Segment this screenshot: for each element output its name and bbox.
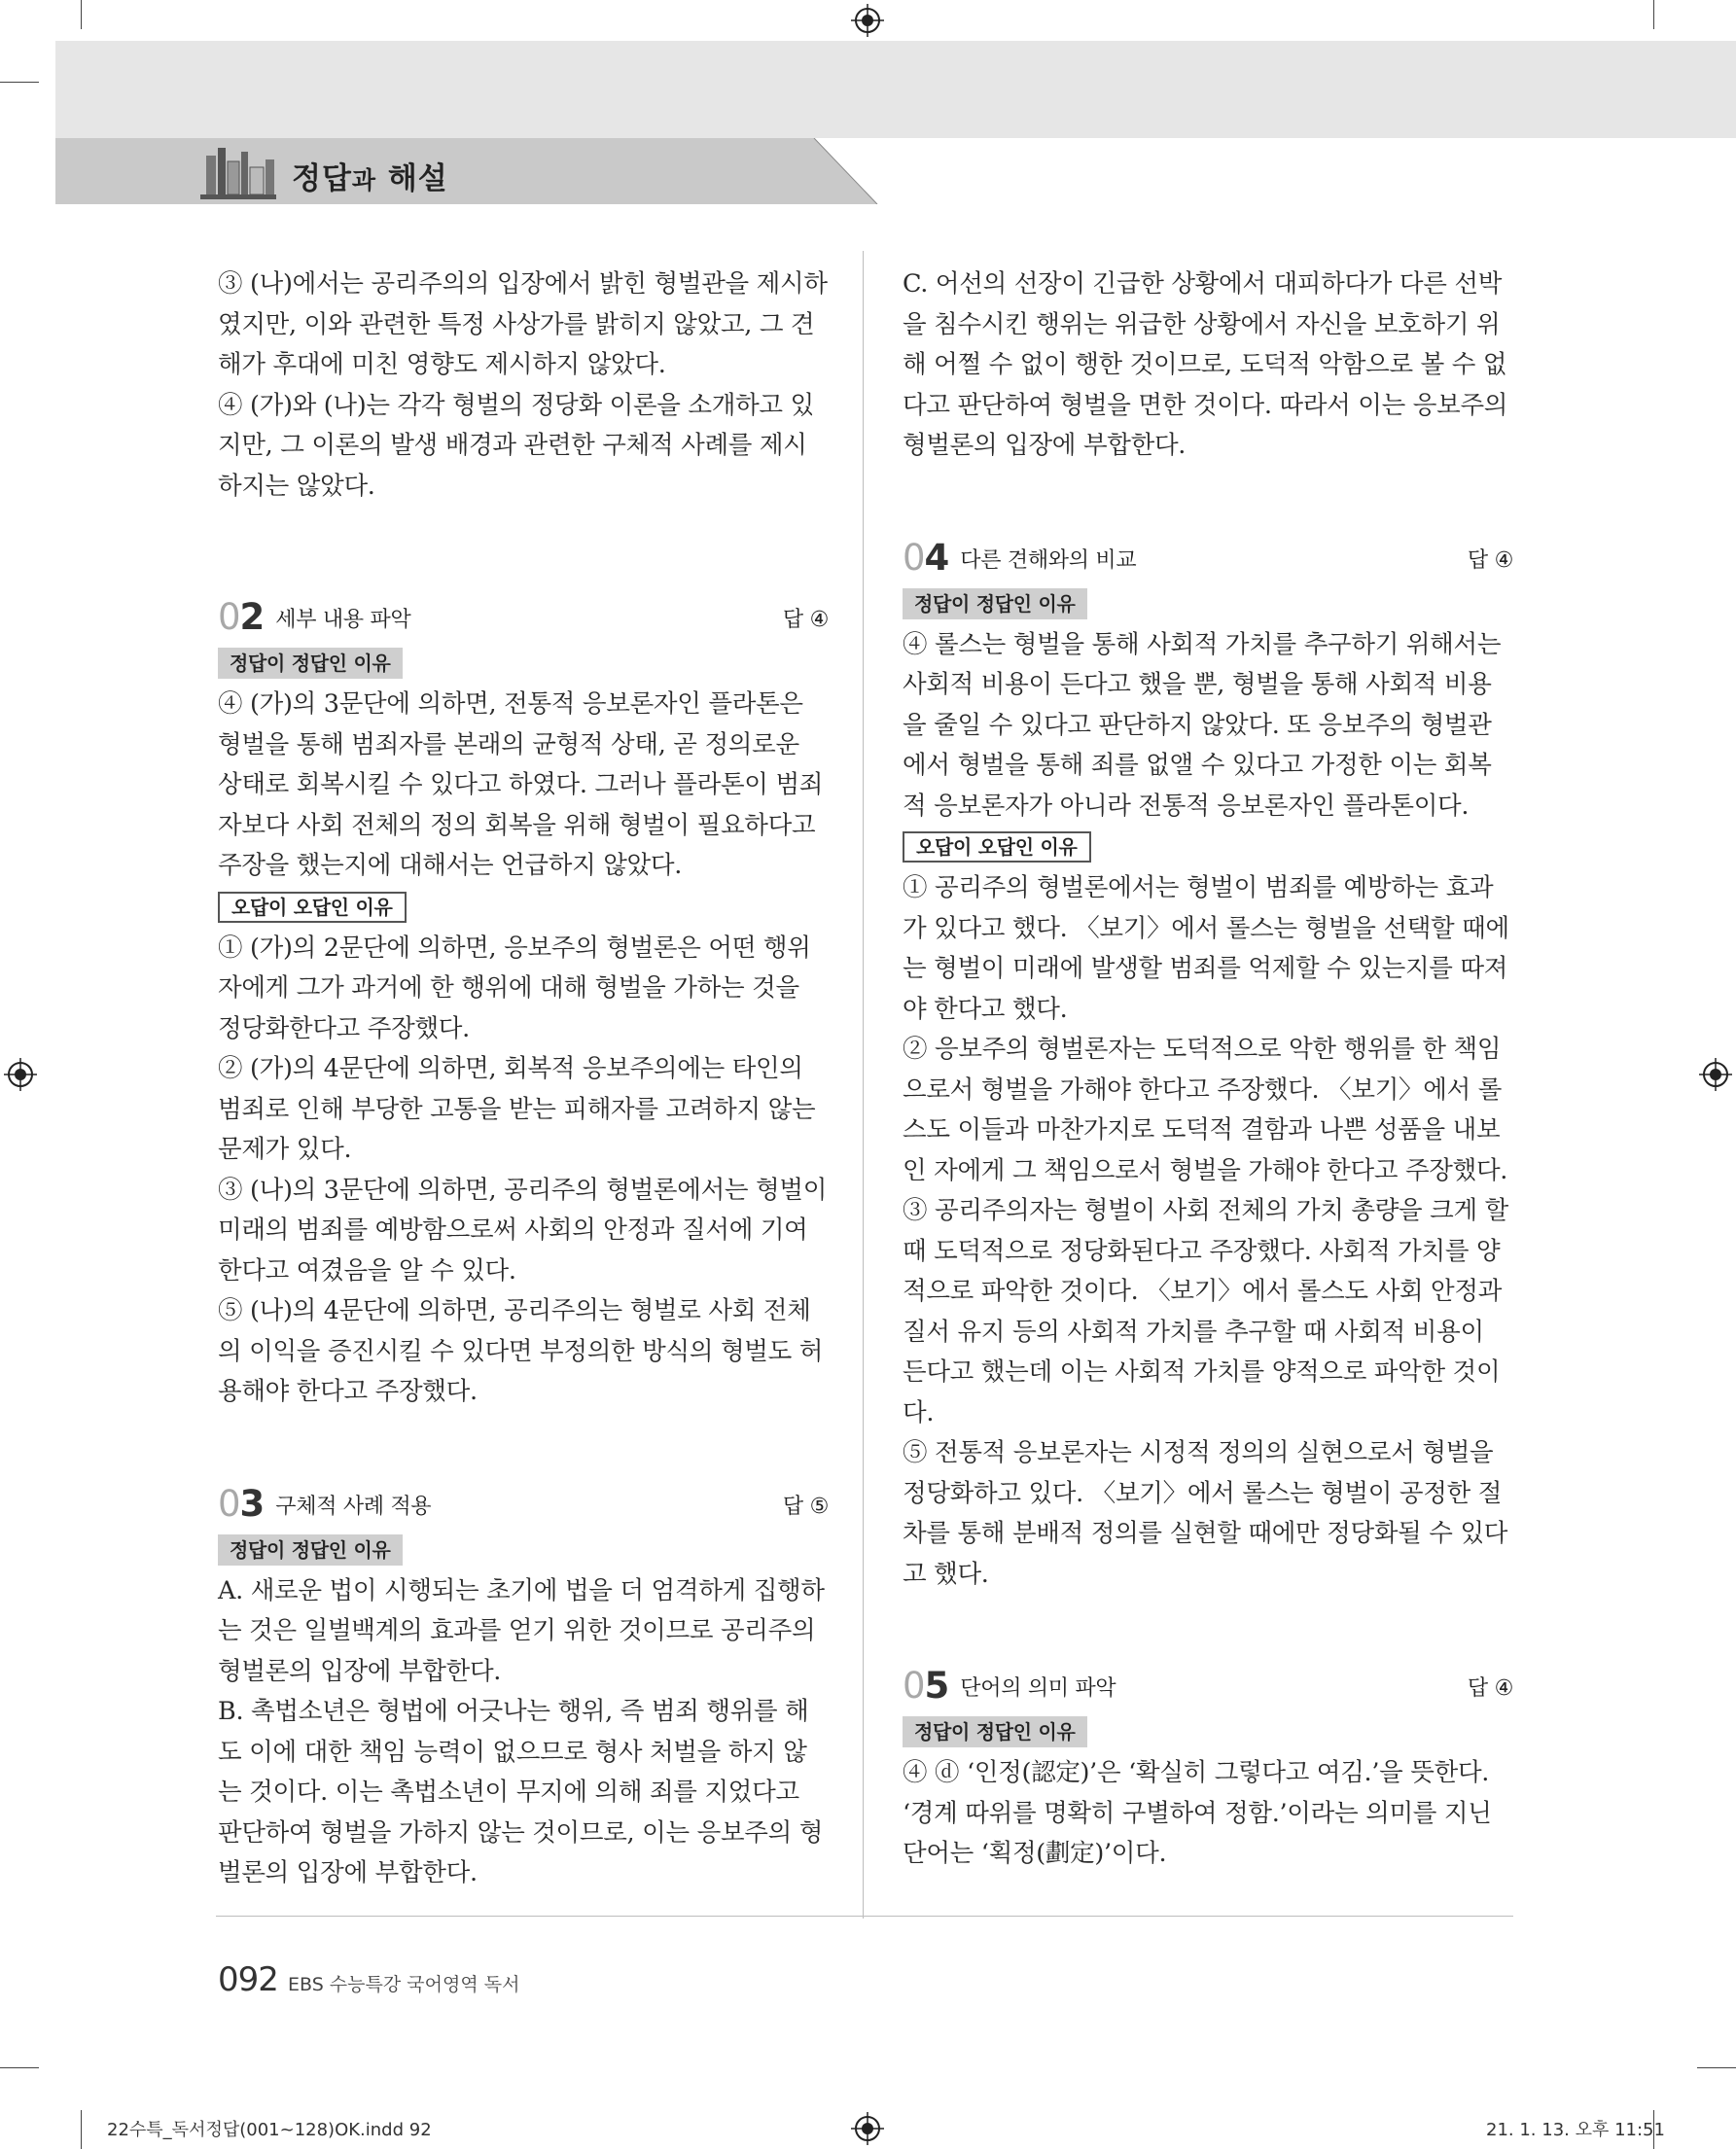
question-number: 04 bbox=[903, 536, 949, 579]
explanation-paragraph: ④ ⓓ ‘인정(認定)’은 ‘확실히 그렇다고 여김.’을 뜻한다. ‘경계 따위를 명확히 구별하여 정함.’이라는 의미를 지닌 단어는 ‘획정(劃定)’이다. bbox=[903, 1758, 1492, 1868]
print-slug-date: 21. 1. 13. 오후 11:51 bbox=[1486, 2120, 1665, 2140]
column-divider bbox=[863, 251, 864, 1919]
question-type: 구체적 사례 적용 bbox=[275, 1494, 432, 1519]
explanation-paragraph: A. 새로운 법이 시행되는 초기에 법을 더 엄격하게 집행하는 것은 일벌백계의 효과를 얻기 위한 것이므로 공리주의 형벌론의 입장에 부합한다. bbox=[218, 1575, 825, 1686]
page-number: 092 bbox=[218, 1960, 278, 1999]
answer-label: 답 ④ bbox=[1467, 1676, 1513, 1701]
question-header-02 bbox=[218, 590, 829, 637]
registration-mark-icon bbox=[851, 4, 884, 37]
wrong-reason-tag: 오답이 오답인 이유 bbox=[903, 831, 1091, 863]
crop-mark bbox=[81, 0, 82, 29]
correct-reason-tag: 정답이 정답인 이유 bbox=[903, 588, 1087, 619]
explanation-paragraph: C. 어선의 선장이 긴급한 상황에서 대피하다가 다른 선박을 침수시킨 행위는 위급한 상황에서 자신을 보호하기 위해 어쩔 수 없이 행한 것이므로, 도덕적 악함으로 볼 수 없다고 판단하여 형벌을 면한 것이다. 따라서 이는 응보주의 형벌론의 입장에 부합한다. bbox=[903, 269, 1508, 460]
explanation-paragraph: B. 촉법소년은 형법에 어긋나는 행위, 즉 범죄 행위를 해도 이에 대한 책임 능력이 없으므로 형사 처벌을 하지 않는 것이다. 이는 촉법소년이 무지에 의해 죄를 지었다고 판단하여 형벌을 가하지 않는 것이므로, 이는 응보주의 형벌론의 입장에 부합한다. bbox=[218, 1697, 824, 1887]
crop-mark bbox=[1653, 0, 1654, 29]
explanation-paragraph: ④ (가)의 3문단에 의하면, 전통적 응보론자인 플라톤은 형벌을 통해 범죄자를 본래의 균형적 상태, 곧 정의로운 상태로 회복시킬 수 있다고 하였다. 그러나 플라톤이 범죄자보다 사회 전체의 정의 회복을 위해 형벌이 필요하다고 주장을 했는지에 대해서는 언급하지 않았다. bbox=[218, 689, 824, 880]
book-title: EBS 수능특강 국어영역 독서 bbox=[288, 1974, 520, 1995]
correct-reason-tag: 정답이 정답인 이유 bbox=[903, 1716, 1087, 1747]
header-band bbox=[55, 41, 1736, 138]
bookshelf-icon bbox=[198, 140, 280, 202]
question-type: 세부 내용 파악 bbox=[275, 608, 411, 632]
question-type: 다른 견해와의 비교 bbox=[960, 547, 1137, 573]
answer-label: 답 ⑤ bbox=[782, 1494, 829, 1519]
crop-mark bbox=[0, 2067, 39, 2068]
question-header-03 bbox=[218, 1477, 829, 1524]
question-header-04 bbox=[903, 531, 1513, 578]
question-header-05 bbox=[903, 1659, 1513, 1706]
explanation-paragraph: ③ (나)의 3문단에 의하면, 공리주의 형벌론에서는 형벌이 미래의 범죄를 예방함으로써 사회의 안정과 질서에 기여한다고 여겼음을 알 수 있다. bbox=[218, 1175, 828, 1286]
answer-label: 답 ④ bbox=[1467, 547, 1513, 573]
correct-reason-tag: 정답이 정답인 이유 bbox=[218, 1534, 403, 1566]
explanation-paragraph: ② (가)의 4문단에 의하면, 회복적 응보주의에는 타인의 범죄로 인해 부당한 고통을 받는 피해자를 고려하지 않는 문제가 있다. bbox=[218, 1054, 816, 1164]
wrong-reason-tag: 오답이 오답인 이유 bbox=[218, 892, 407, 923]
explanation-paragraph: ⑤ 전통적 응보론자는 시정적 정의의 실현으로서 형벌을 정당화하고 있다. 〈보기〉에서 롤스는 형벌이 공정한 절차를 통해 분배적 정의를 실현할 때에만 정당화될 수 있다고 했다. bbox=[903, 1438, 1508, 1589]
question-number: 03 bbox=[218, 1482, 265, 1525]
explanation-paragraph: ① (가)의 2문단에 의하면, 응보주의 형벌론은 어떤 행위자에게 그가 과거에 한 행위에 대해 형벌을 가하는 것을 정당화한다고 주장했다. bbox=[218, 933, 811, 1043]
explanation-paragraph: ④ (가)와 (나)는 각각 형벌의 정당화 이론을 소개하고 있지만, 그 이론의 발생 배경과 관련한 구체적 사례를 제시하지는 않았다. bbox=[218, 390, 814, 501]
page-header-title: 정답과 해설 bbox=[292, 161, 448, 196]
registration-mark-icon bbox=[1699, 1058, 1732, 1091]
question-number: 05 bbox=[903, 1665, 949, 1707]
right-column bbox=[903, 264, 1513, 1875]
footer-rule bbox=[216, 1916, 1513, 1917]
registration-mark-icon bbox=[4, 1058, 37, 1091]
print-slug-file: 22수특_독서정답(001~128)OK.indd 92 bbox=[107, 2120, 432, 2140]
explanation-paragraph: ③ (나)에서는 공리주의의 입장에서 밝힌 형벌관을 제시하였지만, 이와 관련한 특정 사상가를 밝히지 않았고, 그 견해가 후대에 미친 영향도 제시하지 않았다. bbox=[218, 269, 828, 379]
explanation-paragraph: ⑤ (나)의 4문단에 의하면, 공리주의는 형벌로 사회 전체의 이익을 증진시킬 수 있다면 부정의한 방식의 형벌도 허용해야 한다고 주장했다. bbox=[218, 1296, 824, 1406]
explanation-paragraph: ③ 공리주의자는 형벌이 사회 전체의 가치 총량을 크게 할 때 도덕적으로 정당화된다고 주장했다. 사회적 가치를 양적으로 파악한 것이다. 〈보기〉에서 롤스도 사회 안정과 질서 유지 등의 사회적 가치를 추구할 때 사회적 비용이 든다고 했는데 이는 사회적 가치를 양적으로 파악한 것이다. bbox=[903, 1196, 1508, 1427]
crop-mark bbox=[1697, 2067, 1736, 2068]
registration-mark-icon bbox=[851, 2112, 884, 2145]
explanation-paragraph: ① 공리주의 형벌론에서는 형벌이 범죄를 예방하는 효과가 있다고 했다. 〈보기〉에서 롤스는 형벌을 선택할 때에는 형벌이 미래에 발생할 범죄를 억제할 수 있는지를 따져야 한다고 했다. bbox=[903, 873, 1509, 1024]
crop-mark bbox=[81, 2110, 82, 2149]
crop-mark bbox=[0, 82, 39, 83]
question-type: 단어의 의미 파악 bbox=[960, 1676, 1116, 1701]
answer-label: 답 ④ bbox=[782, 608, 829, 632]
correct-reason-tag: 정답이 정답인 이유 bbox=[218, 648, 403, 679]
question-number: 02 bbox=[218, 596, 265, 638]
explanation-paragraph: ② 응보주의 형벌론자는 도덕적으로 악한 행위를 한 책임으로서 형벌을 가해야 한다고 주장했다. 〈보기〉에서 롤스도 이들과 마찬가지로 도덕적 결함과 나쁜 성품을 내보인 자에게 그 책임으로서 형벌을 가해야 한다고 주장했다. bbox=[903, 1035, 1508, 1185]
explanation-paragraph: ④ 롤스는 형벌을 통해 사회적 가치를 추구하기 위해서는 사회적 비용이 든다고 했을 뿐, 형벌을 통해 사회적 비용을 줄일 수 있다고 판단하지 않았다. 또 응보주의 형벌관에서 형벌을 통해 죄를 없앨 수 있다고 가정한 이는 회복적 응보론자가 아니라 전통적 응보론자인 플라톤이다. bbox=[903, 629, 1502, 821]
left-column bbox=[218, 264, 829, 1894]
